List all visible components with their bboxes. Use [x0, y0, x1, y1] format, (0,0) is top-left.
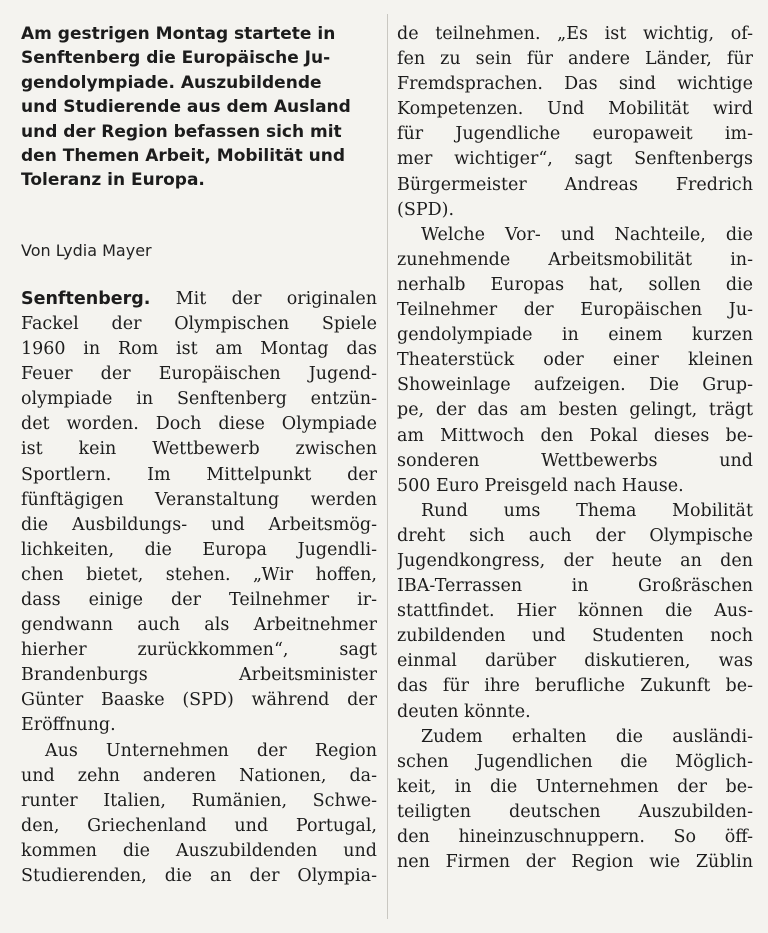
text-line: Rund ums Thema Mobilität — [421, 500, 753, 521]
text-line: 1960 in Rom ist am Montag das — [21, 339, 377, 360]
lead-line: den Themen Arbeit, Mobilität und — [21, 146, 346, 167]
text-line: deuten könnte. — [397, 701, 531, 722]
text-line: zunehmende Arbeitsmobilität in- — [397, 249, 753, 270]
column-divider — [387, 14, 388, 919]
byline: Von Lydia Mayer — [21, 240, 152, 260]
text-line: fünftägigen Veranstaltung werden — [21, 489, 377, 510]
text-line: Günter Baaske (SPD) während der — [21, 690, 377, 711]
text-line: Aus Unternehmen der Region — [45, 740, 377, 761]
text-line: für Jugendliche europaweit im- — [397, 124, 753, 145]
article-column-right — [397, 22, 753, 875]
text-line: den, Griechenland und Portugal, — [21, 815, 377, 836]
dateline: Senftenberg. — [21, 288, 151, 309]
text-line: Kompetenzen. Und Mobilität wird — [397, 99, 753, 120]
text-line: chen bietet, stehen. „Wir hoffen, — [21, 564, 377, 585]
text-line: sonderen Wettbewerbs und — [397, 450, 753, 471]
text-line: Sportlern. Im Mittelpunkt der — [21, 464, 377, 485]
lead-line: Am gestrigen Montag startete in — [21, 24, 336, 44]
text-line: nen Firmen der Region wie Züblin — [397, 852, 753, 873]
text-line: schen Jugendlichen die Möglich- — [397, 751, 753, 772]
text-line: am Mittwoch den Pokal dieses be- — [397, 425, 753, 446]
lead-line: und der Region befassen sich mit — [21, 121, 342, 142]
body-text-left — [21, 287, 377, 889]
text-line: runter Italien, Rumänien, Schwe- — [21, 790, 377, 811]
text-line-rest: Mit der originalen — [150, 288, 377, 309]
text-line: einmal darüber diskutieren, was — [397, 651, 753, 672]
text-line: fen zu sein für andere Länder, für — [397, 49, 753, 70]
article-column-left — [21, 22, 377, 889]
text-line: Fackel der Olympischen Spiele — [21, 313, 377, 334]
text-line: die Ausbildungs- und Arbeitsmög- — [21, 514, 377, 535]
text-line: ist kein Wettbewerb zwischen — [21, 439, 377, 460]
text-line: det worden. Doch diese Olympiade — [21, 414, 377, 435]
text-line: gendwann auch als Arbeitnehmer — [21, 615, 377, 636]
text-line: de teilnehmen. „Es ist wichtig, of- — [397, 24, 753, 44]
text-line: Showeinlage aufzeigen. Die Grup- — [397, 375, 753, 396]
text-line: Bürgermeister Andreas Fredrich — [397, 174, 753, 195]
text-line: IBA-Terrassen in Großräschen — [397, 576, 753, 597]
text-line: (SPD). — [397, 199, 455, 220]
text-line: nerhalb Europas hat, sollen die — [397, 274, 753, 295]
text-line: dass einige der Teilnehmer ir- — [21, 589, 377, 610]
text-line: Studierenden, die an der Olympia- — [21, 866, 377, 886]
text-line: stattfindet. Hier können die Aus- — [397, 601, 753, 622]
text-line: Zudem erhalten die ausländi- — [421, 726, 753, 747]
body-text-right — [397, 22, 753, 875]
text-line: teiligten deutschen Auszubilden- — [397, 801, 753, 822]
text-line: Brandenburgs Arbeitsminister — [21, 665, 377, 686]
text-line: Fremdsprachen. Das sind wichtige — [397, 74, 753, 95]
text-line: Jugendkongress, der heute an den — [397, 550, 753, 571]
text-line: keit, in die Unternehmen der be- — [397, 776, 753, 797]
text-line: Welche Vor- und Nachteile, die — [421, 224, 753, 245]
lead-line: gendolympiade. Auszubildende — [21, 72, 322, 93]
text-line: Feuer der Europäischen Jugend- — [21, 364, 377, 385]
lead-line: Senftenberg die Europäische Ju- — [21, 48, 331, 69]
lead-line: Toleranz in Europa. — [21, 170, 205, 191]
text-line: mer wichtiger“, sagt Senftenbergs — [397, 149, 753, 170]
text-line: Theaterstück oder einer kleinen — [397, 350, 753, 371]
text-line: pe, der das am besten gelingt, trägt — [397, 400, 753, 421]
text-line: Eröffnung. — [21, 715, 116, 736]
text-line: olympiade in Senftenberg entzün- — [21, 389, 377, 410]
text-line: und zehn anderen Nationen, da- — [21, 765, 377, 786]
text-line — [21, 287, 377, 312]
lead-line: und Studierende aus dem Ausland — [21, 97, 351, 118]
text-line: lichkeiten, die Europa Jugendli- — [21, 539, 377, 560]
text-line: kommen die Auszubildenden und — [21, 840, 377, 861]
text-line: dreht sich auch der Olympische — [397, 525, 753, 546]
text-line: gendolympiade in einem kurzen — [397, 325, 753, 346]
text-line: hierher zurückkommen“, sagt — [21, 640, 377, 661]
text-line: 500 Euro Preisgeld nach Hause. — [397, 475, 684, 496]
text-line: Teilnehmer der Europäischen Ju- — [397, 300, 753, 321]
article-lead — [21, 22, 377, 193]
text-line: zubildenden und Studenten noch — [397, 626, 753, 647]
text-line: das für ihre berufliche Zukunft be- — [397, 676, 753, 697]
text-line: den hineinzuschnuppern. So öff- — [397, 827, 753, 847]
